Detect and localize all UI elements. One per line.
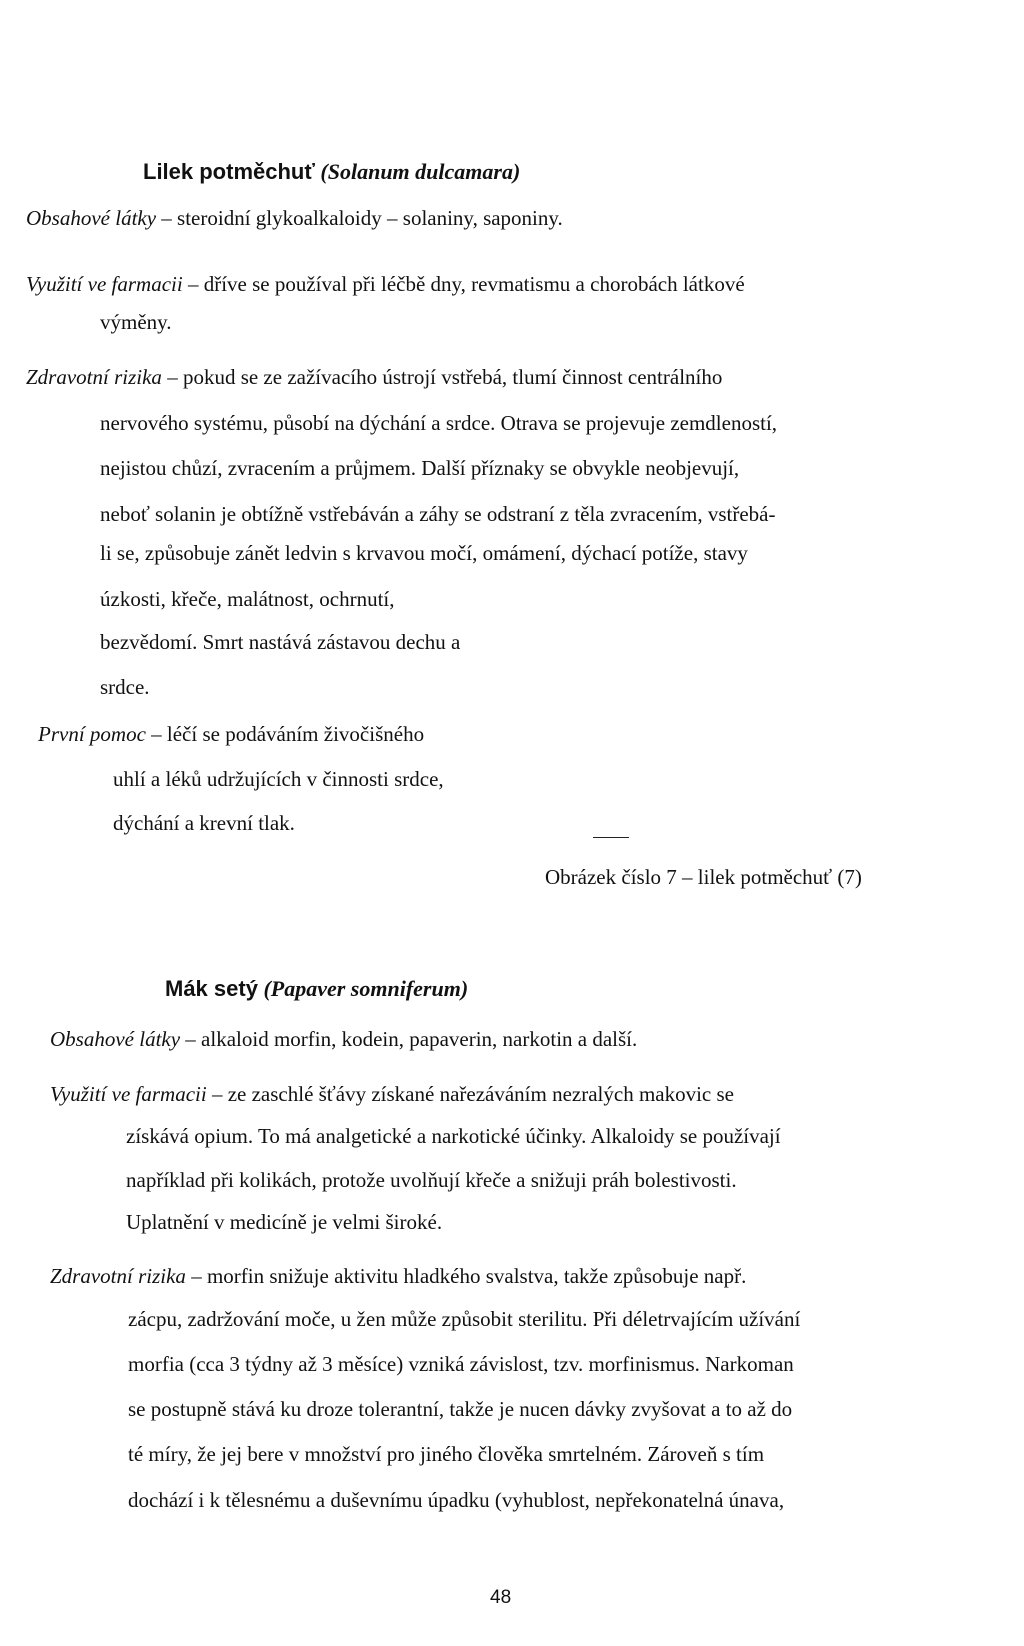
- figure-caption: Obrázek číslo 7 – lilek potměchuť (7): [545, 865, 862, 889]
- section-title-latin: (Solanum dulcamara): [320, 159, 521, 184]
- text-rizika: – morfin snižuje aktivitu hladkého svalstva, takže způsobuje např.: [185, 1264, 747, 1288]
- paragraph-line: srdce.: [100, 675, 150, 699]
- label-pomoc: První pomoc: [38, 722, 146, 746]
- paragraph-line: té míry, že jej bere v množství pro jiného člověka smrtelném. Zároveň s tím: [128, 1442, 765, 1466]
- paragraph-vyuziti-2-line1: [50, 1082, 734, 1106]
- paragraph-pomoc-line1: [38, 722, 424, 746]
- text-vyuziti: – ze zaschlé šťávy získané nařezáváním nezralých makovic se: [206, 1082, 734, 1106]
- paragraph-line: dochází i k tělesnému a duševnímu úpadku (vyhublost, nepřekonatelná únava,: [128, 1488, 785, 1512]
- paragraph-line: úzkosti, křeče, malátnost, ochrnutí,: [100, 587, 395, 611]
- paragraph-line: výměny.: [100, 310, 172, 334]
- paragraph-line: zácpu, zadržování moče, u žen může způsobit sterilitu. Při déletrvajícím užívání: [128, 1307, 801, 1331]
- paragraph-line: například při kolikách, protože uvolňují křeče a snižuji práh bolestivosti.: [126, 1168, 737, 1192]
- paragraph-line: li se, způsobuje zánět ledvin s krvavou močí, omámení, dýchací potíže, stavy: [100, 541, 748, 565]
- paragraph-line: morfia (cca 3 týdny až 3 měsíce) vzniká závislost, tzv. morfinismus. Narkoman: [128, 1352, 794, 1376]
- section-title-papaver: [165, 977, 468, 1001]
- label-vyuziti: Využití ve farmacii: [26, 272, 183, 296]
- paragraph-line: nejistou chůzí, zvracením a průjmem. Další příznaky se obvykle neobjevují,: [100, 456, 740, 480]
- section-title-latin: (Papaver somniferum): [263, 976, 469, 1001]
- paragraph-rizika-2-line1: [50, 1264, 746, 1288]
- label-vyuziti: Využití ve farmacii: [50, 1082, 207, 1106]
- paragraph-rizika-1-line1: [26, 365, 722, 389]
- paragraph-line: Uplatnění v medicíně je velmi široké.: [126, 1210, 443, 1234]
- section-title-solanum: [143, 160, 520, 184]
- text-obsah: – alkaloid morfin, kodein, papaverin, narkotin a další.: [180, 1027, 638, 1051]
- label-obsah: Obsahové látky: [26, 206, 157, 230]
- paragraph-line: se postupně stává ku droze tolerantní, takže je nucen dávky zvyšovat a to až do: [128, 1397, 793, 1421]
- paragraph-obsah-2: [50, 1027, 637, 1051]
- text-pomoc: – léčí se podáváním živočišného: [145, 722, 425, 746]
- paragraph-obsah-1: [26, 206, 563, 230]
- text-rizika: – pokud se ze zažívacího ústrojí vstřebá, tlumí činnost centrálního: [161, 365, 723, 389]
- paragraph-line: neboť solanin je obtížně vstřebáván a záhy se odstraní z těla zvracením, vstřebá-: [100, 502, 776, 526]
- text-vyuziti: – dříve se používal při léčbě dny, revmatismu a chorobách látkové: [182, 272, 745, 296]
- paragraph-vyuziti-1-line1: [26, 272, 745, 296]
- section-title-main: Lilek potměchuť: [143, 159, 315, 184]
- paragraph-line: uhlí a léků udržujících v činnosti srdce,: [113, 767, 444, 791]
- paragraph-line: bezvědomí. Smrt nastává zástavou dechu a: [100, 630, 461, 654]
- image-placeholder-mark: [593, 837, 629, 838]
- page-number: 48: [490, 1587, 512, 1608]
- label-obsah: Obsahové látky: [50, 1027, 181, 1051]
- text-obsah: – steroidní glykoalkaloidy – solaniny, saponiny.: [156, 206, 563, 230]
- paragraph-line: získává opium. To má analgetické a narkotické účinky. Alkaloidy se používají: [126, 1124, 781, 1148]
- paragraph-line: dýchání a krevní tlak.: [113, 811, 295, 835]
- section-title-main: Mák setý: [165, 976, 258, 1001]
- paragraph-line: nervového systému, působí na dýchání a srdce. Otrava se projevuje zemdleností,: [100, 411, 778, 435]
- label-rizika: Zdravotní rizika: [26, 365, 162, 389]
- label-rizika: Zdravotní rizika: [50, 1264, 186, 1288]
